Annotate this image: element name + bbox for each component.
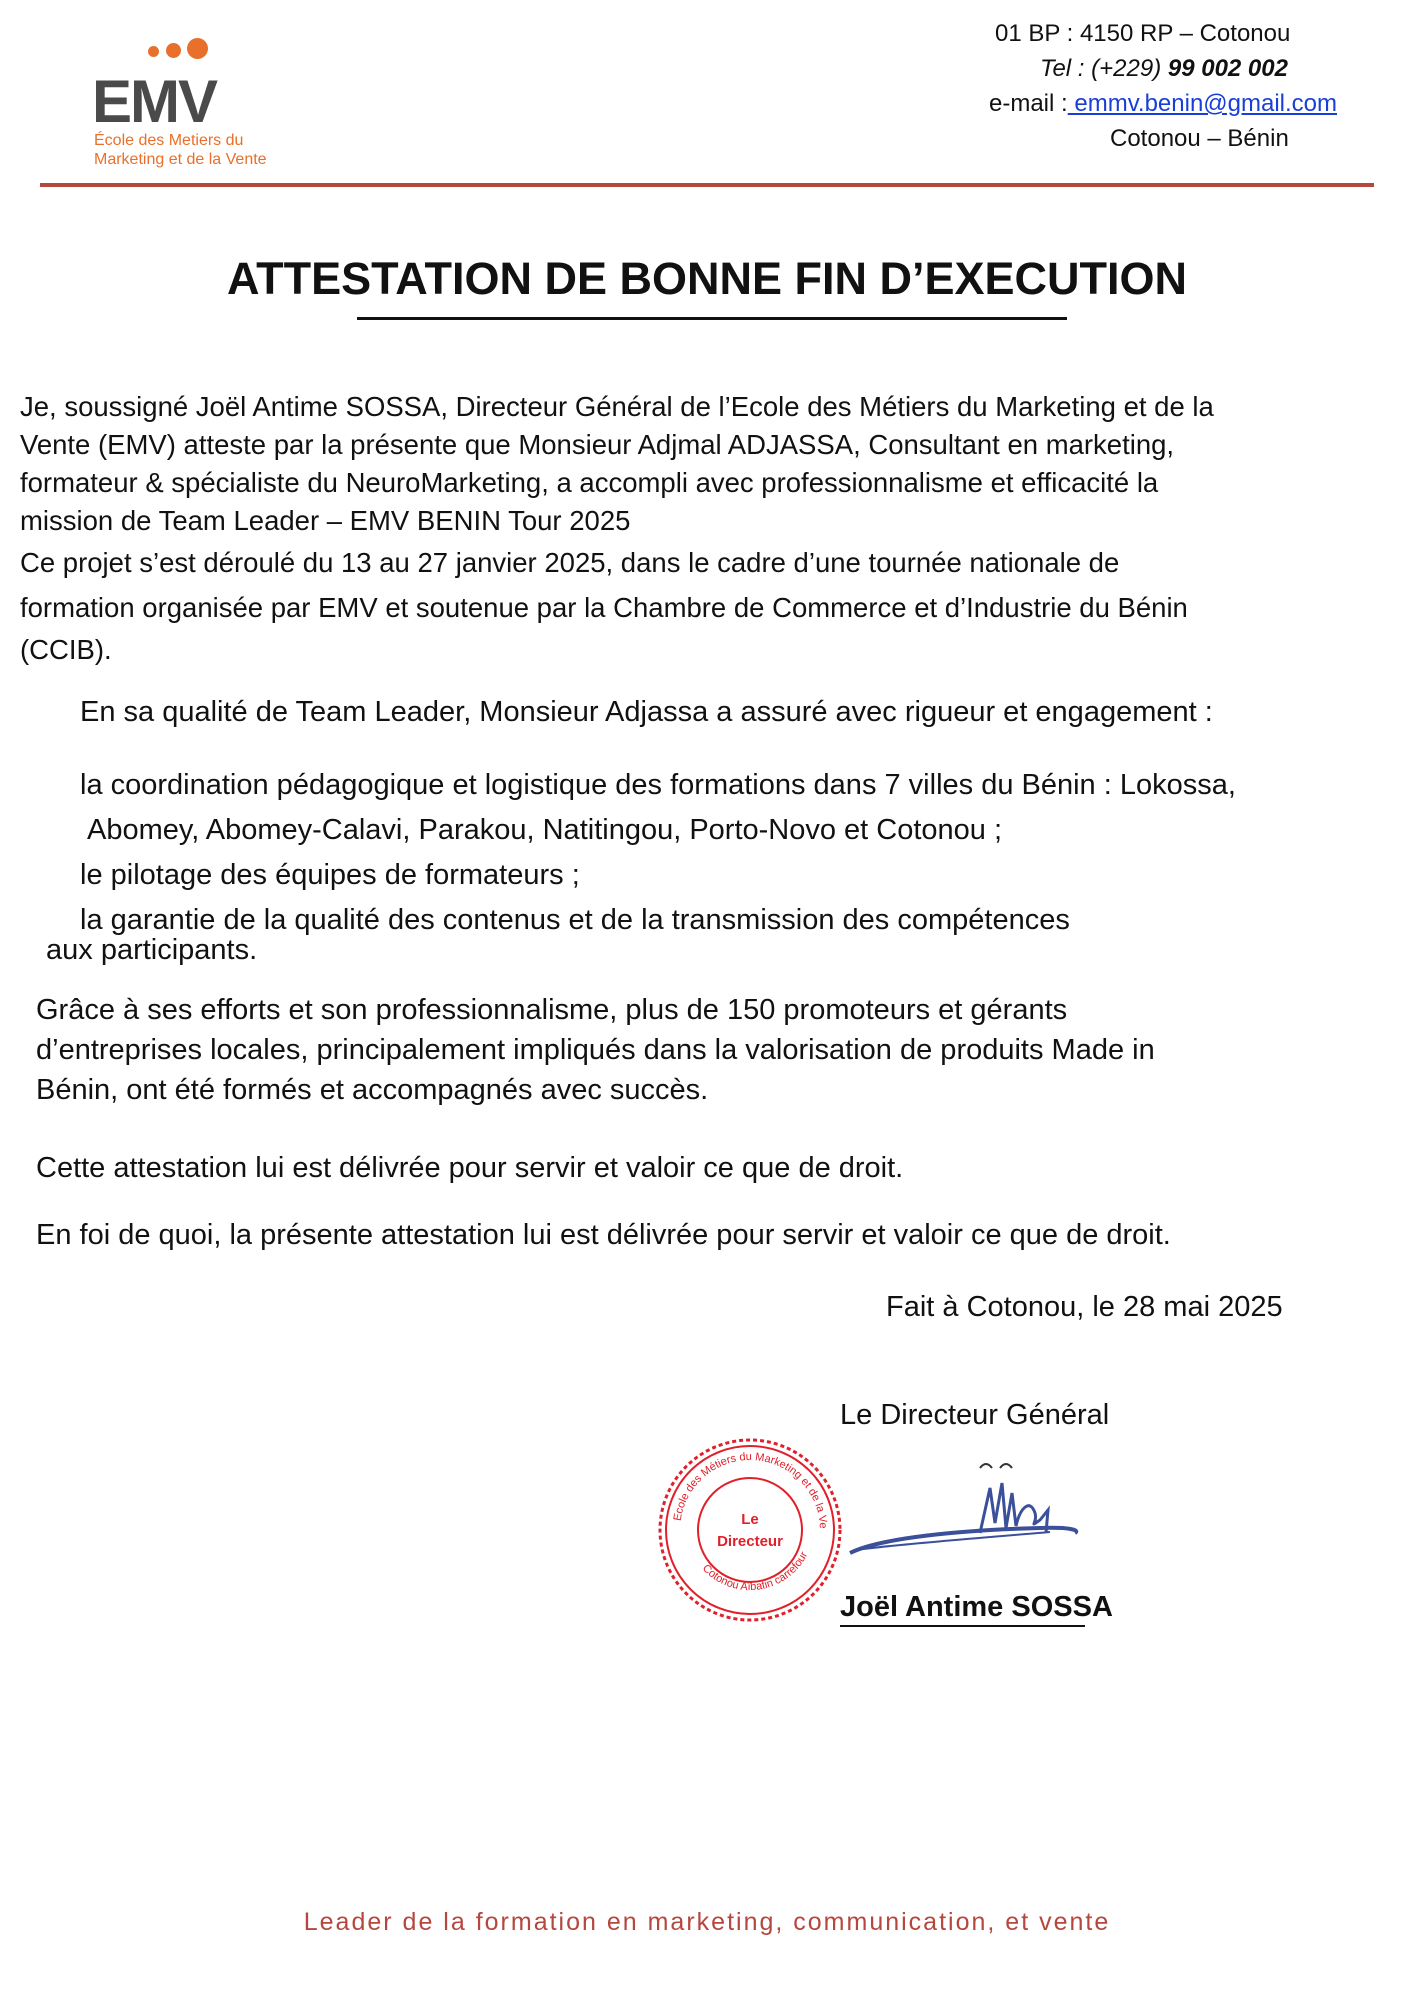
contact-phone: [1040, 55, 1288, 83]
stamp-ring-bottom-text: Cotonou Aïbatin carrefour: [699, 1549, 811, 1594]
contact-email-label: e-mail :: [989, 90, 1068, 117]
duty-line-1: la coordination pédagogique et logistique des formations dans 7 villes du Bénin : Lokossa,: [80, 769, 1236, 801]
logo-dot-large: [187, 38, 208, 59]
result-line-3: Bénin, ont été formés et accompagnés avec succès.: [36, 1074, 709, 1106]
intro-line-3: formateur & spécialiste du NeuroMarketing, a accompli avec professionnalisme et efficacité la: [20, 467, 1159, 498]
intro-line-2: Vente (EMV) atteste par la présente que Monsieur Adjmal ADJASSA, Consultant en marketing,: [20, 429, 1175, 460]
role-intro: En sa qualité de Team Leader, Monsieur Adjassa a assuré avec rigueur et engagement :: [80, 696, 1213, 728]
intro-line-7: (CCIB).: [20, 634, 112, 665]
contact-city: Cotonou – Bénin: [1110, 125, 1289, 152]
footer-tagline: Leader de la formation en marketing, communication, et vente: [303, 1908, 1111, 1936]
signatory-title: Le Directeur Général: [840, 1399, 1110, 1431]
logo-wordmark: EMV: [92, 68, 217, 135]
logo-subtitle-line2: Marketing et de la Vente: [94, 151, 267, 168]
stamp-center-line1: Le: [741, 1511, 759, 1528]
stamp-center-line2: Directeur: [717, 1533, 783, 1550]
duty-line-4: la garantie de la qualité des contenus et de la transmission des compétences: [80, 904, 1070, 936]
contact-email-link[interactable]: emmv.benin@gmail.com: [1067, 90, 1338, 117]
contact-phone-number: 99 002 002: [1167, 55, 1288, 82]
result-line-1: Grâce à ses efforts et son professionnalisme, plus de 150 promoteurs et gérants: [36, 994, 1068, 1026]
duty-line-5: aux participants.: [46, 934, 258, 966]
intro-line-1: Je, soussigné Joël Antime SOSSA, Directeur Général de l’Ecole des Métiers du Marketing et de la: [20, 391, 1214, 422]
contact-address: 01 BP : 4150 RP – Cotonou: [995, 20, 1291, 47]
header-divider: [40, 183, 1374, 187]
contact-phone-label: Tel : (+229): [1040, 55, 1162, 82]
contact-email: [989, 90, 1337, 118]
logo-subtitle-line1: École des Metiers du: [94, 132, 244, 149]
signatory-name: Joël Antime SOSSA: [840, 1591, 1113, 1623]
logo-dot-small: [148, 46, 159, 57]
handwritten-signature: [840, 1458, 1100, 1578]
logo-dot-medium: [166, 43, 181, 58]
contact-block: [980, 18, 1400, 168]
closing-statement: En foi de quoi, la présente attestation lui est délivrée pour servir et valoir ce que de droit.: [36, 1219, 1171, 1251]
delivery-statement: Cette attestation lui est délivrée pour servir et valoir ce que de droit.: [36, 1152, 904, 1184]
signatory-name-underline: [840, 1625, 1085, 1627]
intro-line-4: mission de Team Leader – EMV BENIN Tour 2025: [20, 505, 631, 536]
duty-line-3: le pilotage des équipes de formateurs ;: [80, 859, 580, 891]
title-underline: [357, 317, 1067, 320]
emv-logo: [92, 36, 292, 166]
duty-line-2: Abomey, Abomey-Calavi, Parakou, Natitingou, Porto-Novo et Cotonou ;: [87, 814, 1003, 846]
result-line-2: d’entreprises locales, principalement impliqués dans la valorisation de produits Made in: [36, 1034, 1155, 1066]
stamp-seal-graphic: [650, 1430, 850, 1630]
stamp-ring-top-text: Ecole des Métiers du Marketing et de la Ve: [671, 1450, 830, 1529]
document-title: ATTESTATION DE BONNE FIN D’EXECUTION: [226, 253, 1187, 304]
signature-drawing: [840, 1458, 1100, 1578]
director-stamp: [650, 1430, 850, 1630]
intro-line-6: formation organisée par EMV et soutenue par la Chambre de Commerce et d’Industrie du Bénin: [20, 592, 1188, 623]
place-date: Fait à Cotonou, le 28 mai 2025: [886, 1291, 1283, 1323]
intro-line-5: Ce projet s’est déroulé du 13 au 27 janvier 2025, dans le cadre d’une tournée nationale de: [20, 547, 1120, 578]
